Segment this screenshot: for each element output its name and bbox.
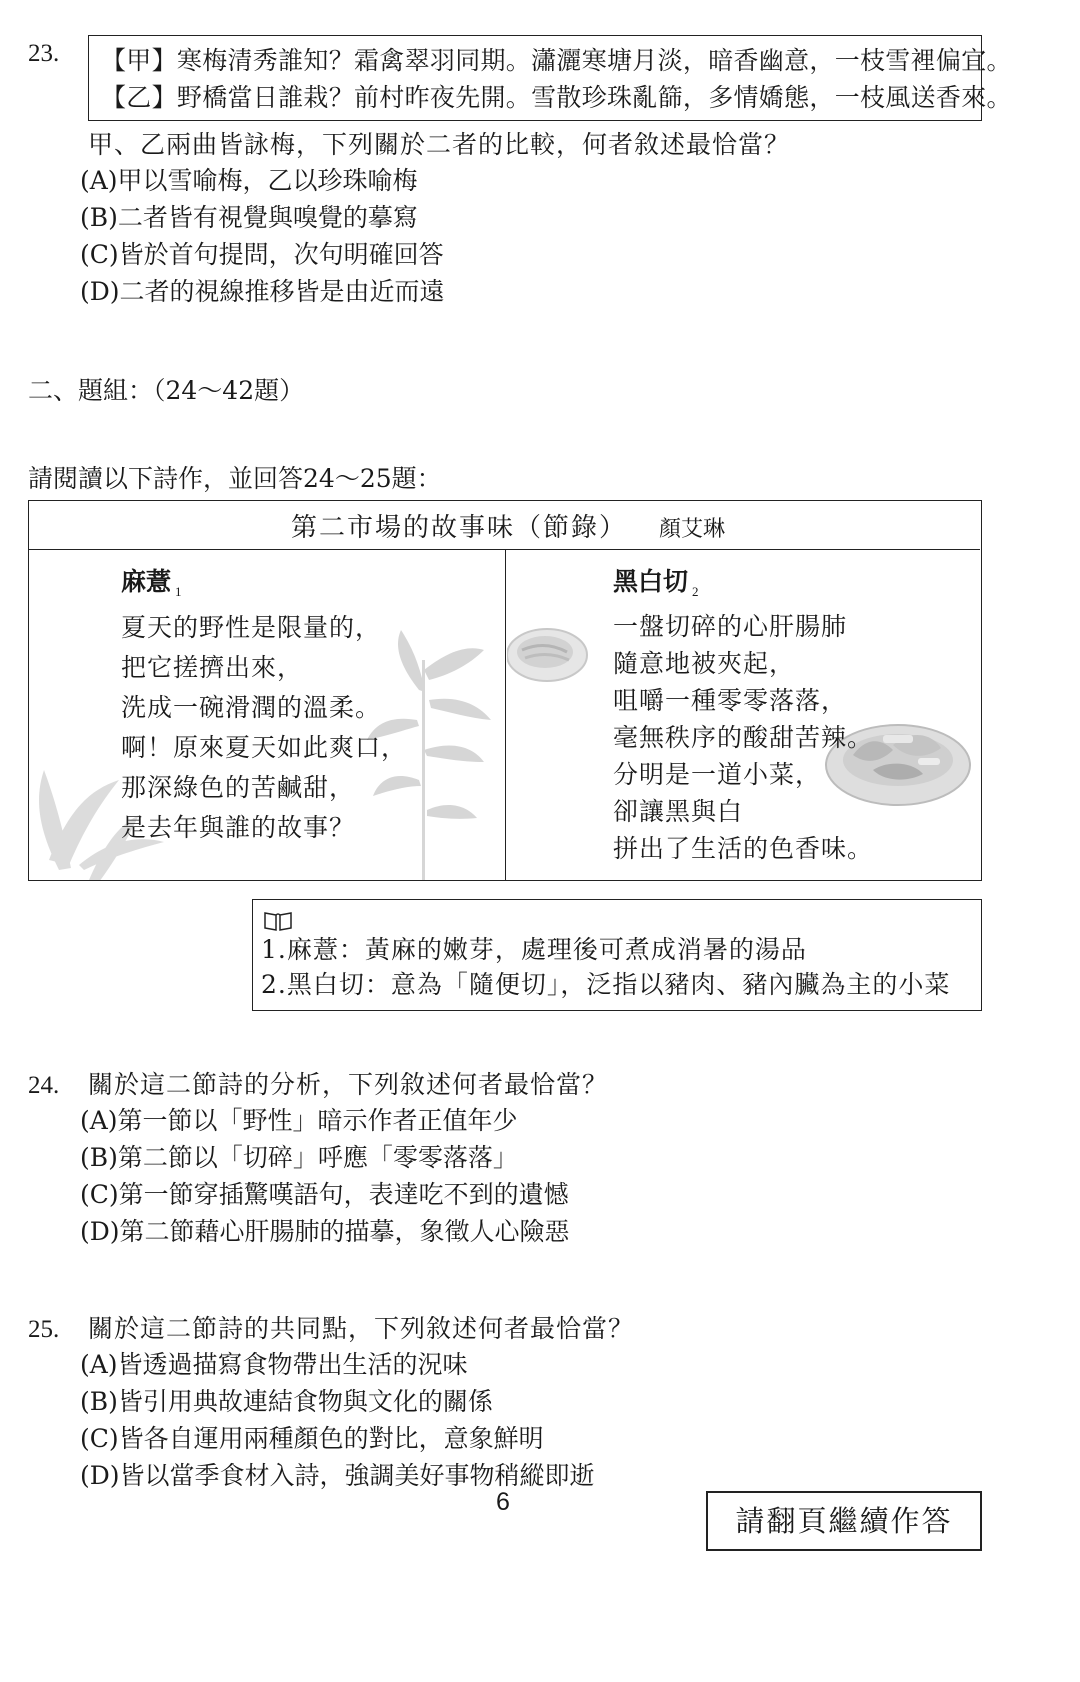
poem-table (28, 500, 982, 881)
passage-intro: 請閱讀以下詩作，並回答24～25題： (28, 464, 442, 493)
option-b: (B)二者皆有視覺與嗅覺的摹寫 (80, 203, 418, 232)
poem-author: 顏艾琳 (659, 517, 726, 542)
left-poem-lines (121, 608, 407, 848)
question-23-options (80, 162, 445, 310)
left-line-3: 洗成一碗滑潤的溫柔。 (121, 693, 382, 722)
left-line-4: 啊！原來夏天如此爽口， (121, 733, 408, 762)
right-poem-title: 黑白切 (613, 567, 689, 596)
notes-box (252, 899, 982, 1011)
right-poem-lines (613, 608, 873, 867)
continue-label-box (706, 1491, 982, 1551)
option-c: (C)皆各自運用兩種顏色的對比，意象鮮明 (80, 1424, 544, 1453)
option-a: (A)第一節以「野性」暗示作者正值年少 (80, 1106, 518, 1135)
right-line-7: 拼出了生活的色香味。 (613, 834, 874, 863)
option-d: (D)皆以當季食材入詩，強調美好事物稍縱即逝 (80, 1461, 595, 1490)
option-a: (A)甲以雪喻梅，乙以珍珠喻梅 (80, 166, 418, 195)
poem-line-yi: 【乙】野橋當日誰栽？前村昨夜先開。雪散珍珠亂篩，多情嬌態，一枝風送香來。 (101, 83, 1012, 112)
option-b: (B)第二節以「切碎」呼應「零零落落」 (80, 1143, 518, 1172)
option-b: (B)皆引用典故連結食物與文化的關係 (80, 1387, 493, 1416)
poem-title: 第二市場的故事味（節錄） (291, 513, 628, 543)
right-line-5: 分明是一道小菜， (613, 760, 822, 789)
book-icon (263, 910, 293, 932)
right-poem-note-mark: 2 (692, 584, 699, 599)
left-line-6: 是去年與誰的故事？ (121, 813, 356, 842)
page-number: 6 (496, 1488, 510, 1516)
left-poem-note-mark: 1 (175, 584, 182, 599)
question-24-number: 24. (28, 1072, 60, 1099)
question-25-number: 25. (28, 1316, 60, 1343)
option-d: (D)二者的視線推移皆是由近而遠 (80, 277, 445, 306)
option-c: (C)第一節穿插驚嘆語句，表達吃不到的遺憾 (80, 1180, 569, 1209)
left-line-1: 夏天的野性是限量的， (121, 613, 382, 642)
section-heading: 二、題組：（24～42題） (28, 376, 305, 405)
poem-right-column (507, 550, 980, 880)
poem-left-column (29, 550, 506, 880)
note-2: 2.黑白切：意為「隨便切」，泛指以豬肉、豬內臟為主的小菜 (261, 970, 951, 999)
left-poem-heading (121, 562, 182, 600)
option-d: (D)第二節藉心肝腸肺的描摹，象徵人心險惡 (80, 1217, 570, 1246)
question-23-stem: 甲、乙兩曲皆詠梅，下列關於二者的比較，何者敘述最恰當？ (88, 130, 791, 159)
option-a: (A)皆透過描寫食物帶出生活的況味 (80, 1350, 468, 1379)
poem-quote-box (88, 35, 1012, 121)
question-24-options (80, 1102, 570, 1250)
right-line-3: 咀嚼一種零零落落， (613, 686, 848, 715)
right-poem-heading (613, 562, 699, 600)
right-line-2: 隨意地被夾起， (613, 649, 796, 678)
question-25-options (80, 1346, 595, 1494)
option-c: (C)皆於首句提問，次句明確回答 (80, 240, 444, 269)
right-line-1: 一盤切碎的心肝腸肺 (613, 612, 848, 641)
continue-label: 請翻頁繼續作答 (735, 1504, 953, 1538)
sliced-dish-illustration (507, 610, 597, 700)
poem-title-row (29, 501, 980, 550)
right-line-4: 毫無秩序的酸甜苦辣。 (613, 723, 874, 752)
left-poem-title: 麻薏 (121, 567, 172, 596)
left-line-2: 把它搓擠出來， (121, 653, 304, 682)
question-23-number: 23. (28, 40, 60, 67)
left-line-5: 那深綠色的苦鹹甜， (121, 773, 356, 802)
question-25-stem: 關於這二節詩的共同點，下列敘述何者最恰當？ (88, 1314, 635, 1343)
right-line-6: 卻讓黑與白 (613, 797, 744, 826)
question-24-stem: 關於這二節詩的分析，下列敘述何者最恰當？ (88, 1070, 609, 1099)
poem-line-jia: 【甲】寒梅清秀誰知？霜禽翠羽同期。瀟灑寒塘月淡，暗香幽意，一枝雪裡偏宜。 (101, 46, 1012, 75)
note-1: 1.麻薏：黃麻的嫩芽，處理後可煮成消暑的湯品 (261, 935, 807, 964)
